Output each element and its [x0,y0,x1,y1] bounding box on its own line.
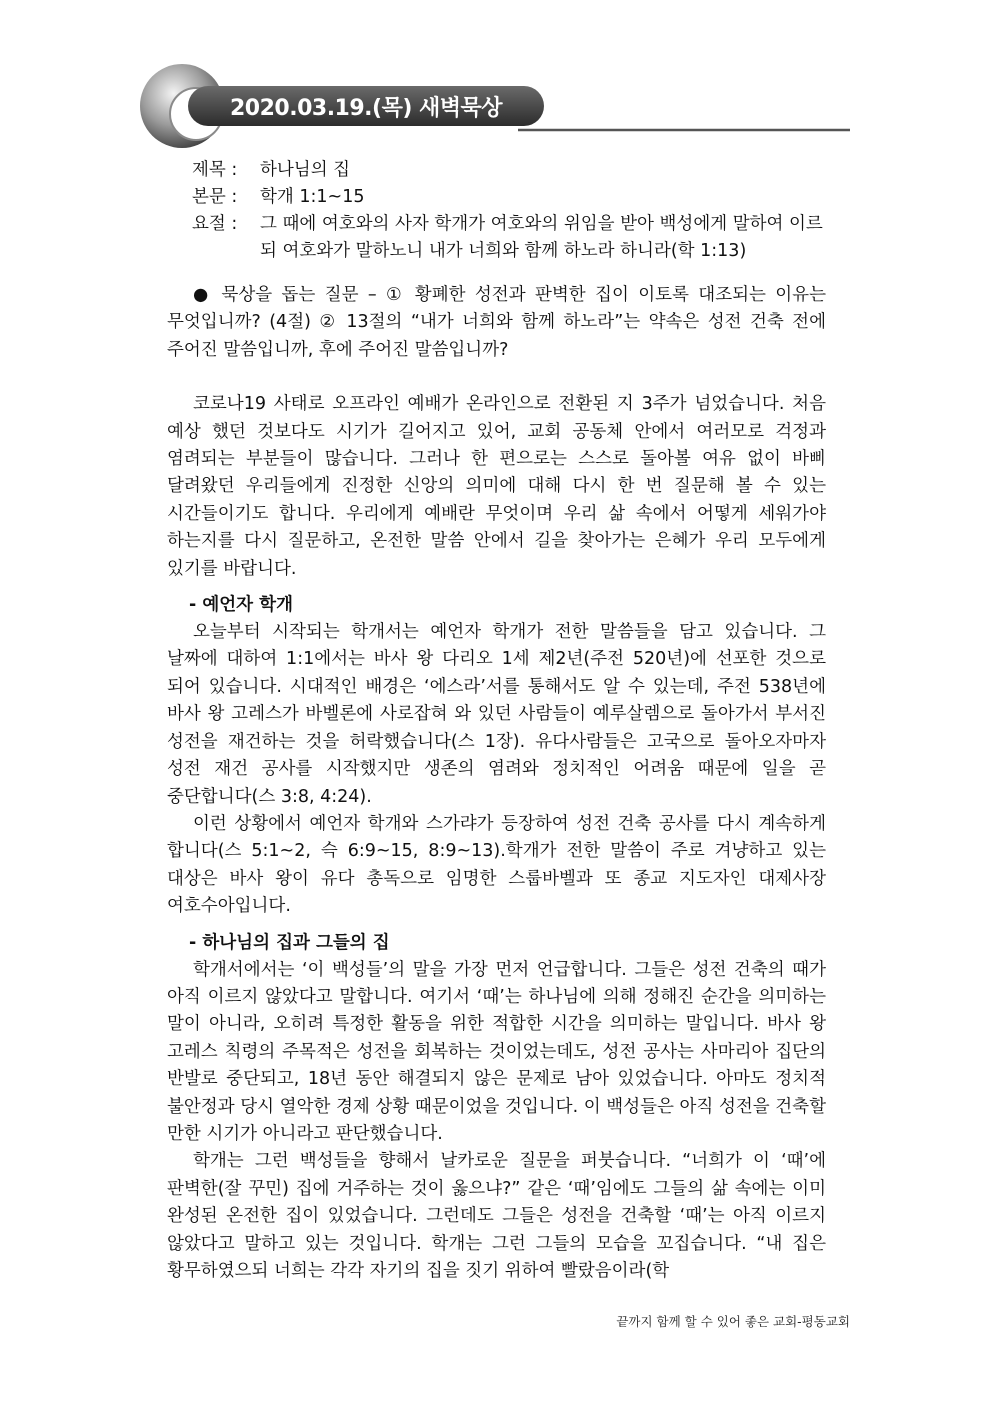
meta-title-label: 제목 : [192,160,238,180]
intro-paragraph: 코로나19 사태로 오프라인 예배가 온라인으로 전환된 지 3주가 넘었습니다. 처음 예상 했던 것보다도 시기가 길어지고 있어, 교회 공동체 안에서 여러모로 걱정과 염려되는 부분들이 많습니다. 그러나 한 편으로는 스스로 돌아볼 여유 없이 바삐 달려왔던 우리들에게 진정한 신앙의 의미에 대해 다시 한 번 질문해 볼 수 있는 시간들이기도 합니다. 우리에게 예배란 무엇이며 우리 삶 속에서 어떻게 세워가야 하는지를 다시 질문하고, 온전한 말씀 안에서 길을 찾아가는 은혜가 우리 모두에게 있기를 바랍니다. [167,394,826,579]
meta-verse-value: 그 때에 여호와의 사자 학개가 여호와의 위임을 받아 백성에게 말하여 이르되 여호와가 말하노니 내가 너희와 함께 하노라 하니라(학 1:13) [260,214,823,261]
meditation-question: ● 묵상을 돕는 질문 – ① 황폐한 성전과 판벽한 집이 이토록 대조되는 이유는 무엇입니까? (4절) ② 13절의 “내가 너희와 함께 하노라”는 약속은 성전 건축 전에 주어진 말씀입니까, 후에 주어진 말씀입니까? [167,285,826,360]
meta-text-row [192,184,832,211]
header-title: 2020.03.19.(목) 새벽묵상 [230,96,503,121]
meta-title-value: 하나님의 집 [260,160,351,180]
section2-paragraph-1: 학개서에서는 ‘이 백성들’의 말을 가장 먼저 언급합니다. 그들은 성전 건축의 때가 아직 이르지 않았다고 말합니다. 여기서 ‘때’는 하나님에 의해 정해진 순간을 의미하는 말이 아니라, 오히려 특정한 활동을 위한 적합한 시간을 의미하는 말입니다. 바사 왕 고레스 칙령의 주목적은 성전을 회복하는 것이었는데도, 성전 공사는 사마리아 집단의 반발로 중단되고, 18년 동안 해결되지 않은 문제로 남아 있었습니다. 아마도 정치적 불안정과 당시 열악한 경제 상황 때문이었을 것입니다. 이 백성들은 아직 성전을 건축할 만한 시기가 아니라고 판단했습니다. [167,959,826,1144]
header-banner [138,60,850,150]
section-heading-haggai: - 예언자 학개 [189,595,293,616]
sermon-body [167,282,826,1285]
section1-paragraph-2: 이런 상황에서 예언자 학개와 스가랴가 등장하여 성전 건축 공사를 다시 계속하게 합니다(스 5:1~2, 슥 6:9~15, 8:9~13).학개가 전한 말씀이 주로 겨냥하고 있는 대상은 바사 왕이 유다 총독으로 임명한 스룹바벨과 또 종교 지도자인 대제사장 여호수아입니다. [167,813,826,917]
meta-verse-label: 요절 : [192,214,238,234]
meta-text-label: 본문 : [192,187,238,207]
sermon-meta [192,157,832,265]
spacer [167,364,826,391]
meta-title-row [192,157,832,184]
meta-text-value: 학개 1:1~15 [260,187,365,207]
section2-paragraph-2: 학개는 그런 백성들을 향해서 날카로운 질문을 퍼붓습니다. “너희가 이 ‘때’에 판벽한(잘 꾸민) 집에 거주하는 것이 옳으냐?” 같은 ‘때’임에도 그들의 삶 속에는 이미 완성된 온전한 집이 있었습니다. 그런데도 그들은 성전을 건축할 ‘때’는 아직 이르지 않았다고 말하고 있는 것입니다. 학개는 그런 그들의 모습을 꼬집습니다. “내 집은 황무하였으되 너희는 각각 자기의 집을 짓기 위하여 빨랐음이라(학 [167,1151,826,1281]
footer-church-slogan: 끝까지 함께 할 수 있어 좋은 교회-평동교회 [616,1314,850,1329]
meta-verse-row [192,211,832,265]
section-heading-house: - 하나님의 집과 그들의 집 [189,932,390,953]
section1-paragraph-1: 오늘부터 시작되는 학개서는 예언자 학개가 전한 말씀들을 담고 있습니다. 그 날짜에 대하여 1:1에서는 바사 왕 다리오 1세 제2년(주전 520년)에 선포한 것으로 되어 있습니다. 시대적인 배경은 ‘에스라’서를 통해서도 알 수 있는데, 주전 538년에 바사 왕 고레스가 바벨론에 사로잡혀 와 있던 사람들이 예루살렘으로 돌아가서 부서진 성전을 재건하는 것을 허락했습니다(스 1장). 유다사람들은 고국으로 돌아오자마자 성전 재건 공사를 시작했지만 생존의 염려와 정치적인 어려움 때문에 일을 곧 중단합니다(스 3:8, 4:24). [167,622,826,807]
